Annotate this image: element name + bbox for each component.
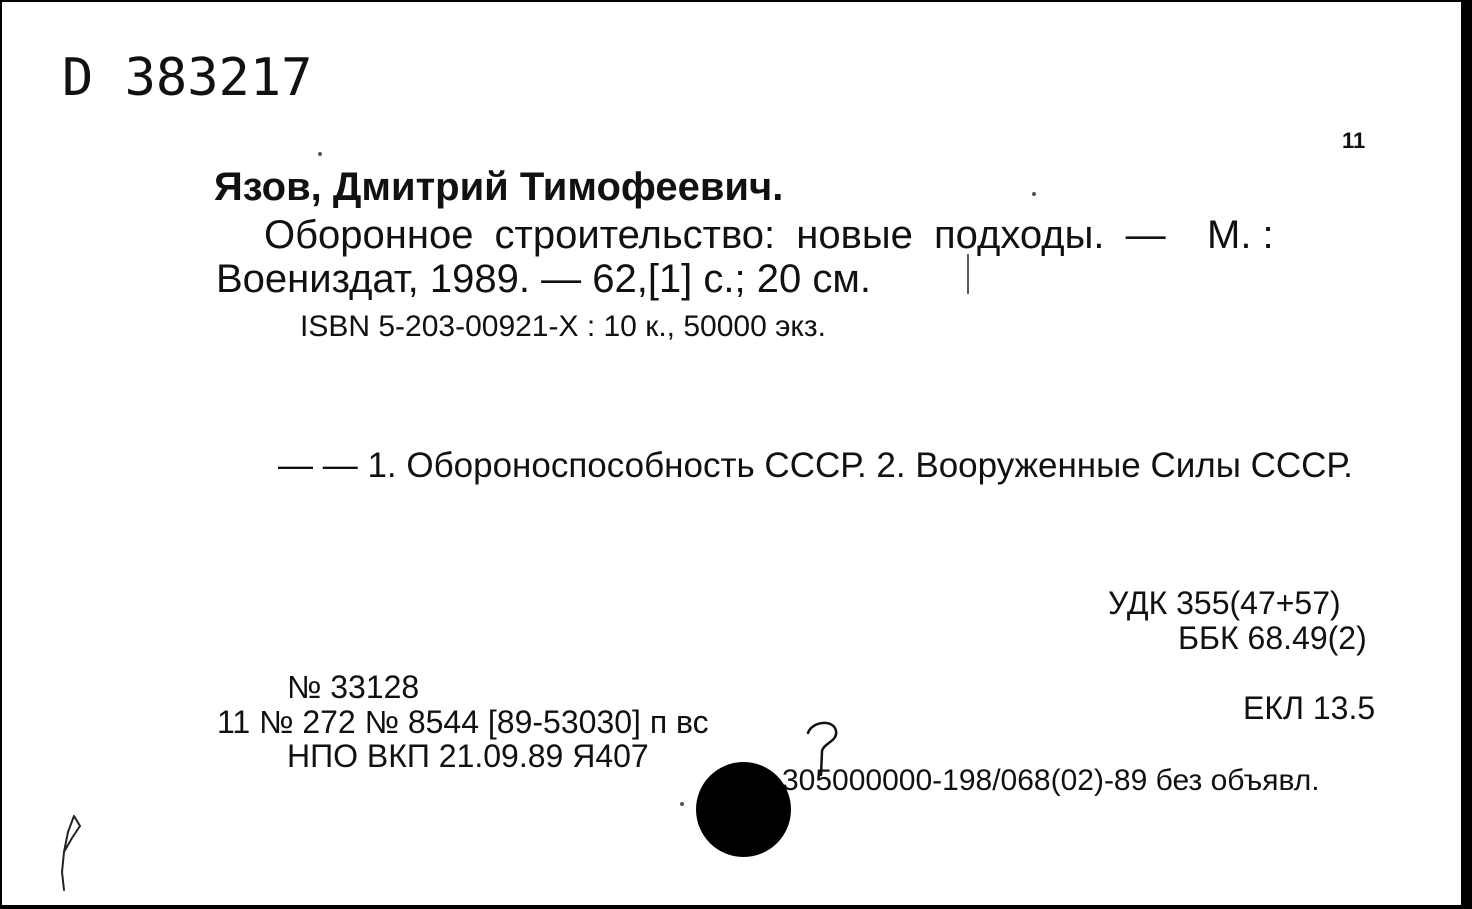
ekl-code: ЕКЛ 13.5 [1243,690,1376,726]
catalog-card [2,2,1464,905]
title-line-1: Оборонное строительство: новые подходы. — [264,213,1166,257]
print-info-number: № 33128 [287,669,420,705]
catalog-code: 305000000-198/068(02)-89 без объявл. [782,764,1320,797]
speck [318,152,322,156]
speck [1032,192,1036,196]
corner-marks: 11 [1342,128,1366,153]
udk-code: УДК 355(47+57) [1108,585,1341,621]
call-number: D 383217 [62,48,313,108]
imprint-line: Воениздат, 1989. — 62,[1] с.; 20 см. [216,257,871,301]
speck [680,802,684,806]
isbn-line: ISBN 5-203-00921-X : 10 к., 50000 экз. [300,310,826,343]
pencil-tick-mark [965,254,971,294]
title-line-1-end: М. : [1207,213,1274,257]
subject-headings: — — 1. Обороноспособность СССР. 2. Вооруженные Силы СССР. [278,446,1353,485]
author-heading: Язов, Дмитрий Тимофеевич. [214,165,784,209]
handwritten-pencil-mark-icon [50,812,86,892]
print-info-publisher: НПО ВКП 21.09.89 Я407 [287,738,649,774]
punch-hole [696,762,791,857]
print-info-order: 11 № 272 № 8544 [89-53030] п вс [217,704,709,740]
handwritten-question-mark-icon [802,717,842,777]
bbk-code: ББК 68.49(2) [1178,620,1367,656]
